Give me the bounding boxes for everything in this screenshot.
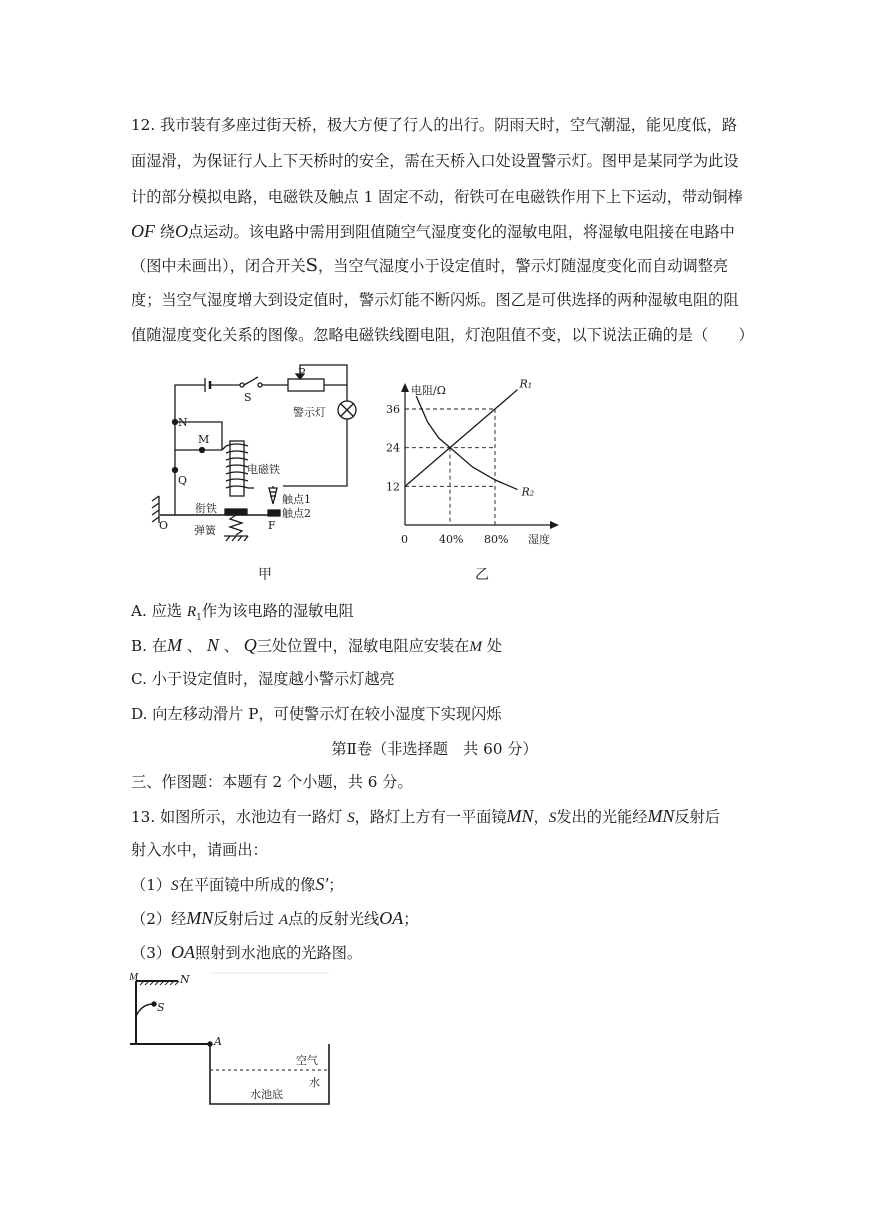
caption-yi: 乙 (475, 567, 489, 583)
caption-jia: 甲 (258, 567, 272, 583)
label-pool-bottom: 水池底 (250, 1088, 283, 1101)
label-contact1: 触点1 (282, 493, 311, 506)
label-N: N (178, 416, 188, 429)
label-Q: Q (178, 474, 188, 487)
series-label-1: R₁ (519, 378, 533, 391)
label-air: 空气 (296, 1054, 318, 1067)
label-M: M (198, 433, 210, 446)
y-tick-label: 12 (386, 480, 400, 494)
y-axis-label: 电阻/Ω (411, 384, 446, 397)
q13-line-1: 13. 如图所示，水池边有一路灯 S，路灯上方有一平面镜MN，S发出的光能经MN反射后 (131, 806, 720, 826)
x-tick-label: 0 (401, 533, 408, 546)
option-C: C. 小于设定值时，湿度越小警示灯越亮 (131, 670, 395, 688)
resistance-humidity-chart (380, 378, 570, 550)
label-S: S (157, 1001, 165, 1014)
q12-line-3: 计的部分模拟电路，电磁铁及触点 1 固定不动，衔铁可在电磁铁作用下上下运动，带动铜棒 (131, 188, 743, 206)
option-D: D. 向左移动滑片 P，可使警示灯在较小湿度下实现闪烁 (131, 705, 502, 723)
label-F: F (268, 519, 276, 532)
label-spring: 弹簧 (194, 524, 216, 537)
section3-title: 三、作图题：本题有 2 个小题，共 6 分。 (131, 773, 413, 791)
q12-line-7: 值随湿度变化关系的图像。忽略电磁铁线圈电阻，灯泡阻值不变，以下说法正确的是（ ） (131, 326, 754, 344)
y-tick-label: 36 (386, 403, 400, 416)
label-M: M (129, 971, 139, 983)
option-A: A. 应选 $R_1$作为该电路的湿敏电阻 (131, 602, 354, 624)
q12-line-4: OF 绕O点运动。该电路中需用到阻值随空气湿度变化的湿敏电阻，将湿敏电阻接在电路中 (131, 221, 735, 241)
label-N: N (180, 973, 190, 986)
q13-item-1: （1）S在平面镜中所成的像S′； (131, 874, 344, 894)
label-lamp: 警示灯 (293, 406, 326, 419)
x-axis-label: 湿度 (528, 533, 550, 546)
series-label-2: R₂ (521, 485, 535, 499)
label-S: S (244, 391, 252, 404)
q12-line-2: 面湿滑，为保证行人上下天桥时的安全，需在天桥入口处设置警示灯。图甲是某同学为此设 (131, 152, 739, 170)
q12-line-6: 度；当空气湿度增大到设定值时，警示灯能不断闪烁。图乙是可供选择的两种湿敏电阻的阻 (131, 291, 739, 309)
q13-item-2: （2）经MN反射后过 A点的反射光线OA； (131, 908, 419, 928)
q12-line-1: 12. 我市装有多座过街天桥，极大方便了行人的出行。阴雨天时，空气潮湿，能见度低，路 (131, 116, 738, 134)
x-tick-label: 80% (484, 533, 509, 546)
circuit-diagram-jia (150, 358, 360, 543)
label-water: 水 (309, 1076, 320, 1089)
label-electromagnet: 电磁铁 (247, 463, 280, 476)
q12-line-5: （图中未画出），闭合开关S，当空气湿度小于设定值时，警示灯随湿度变化而自动调整亮 (131, 255, 729, 276)
q13-line-2: 射入水中，请画出： (131, 841, 268, 859)
label-A: A (214, 1035, 222, 1048)
q13-item-3: （3）OA照射到水池底的光路图。 (131, 942, 363, 962)
pool-mirror-diagram (126, 968, 336, 1110)
y-tick-label: 24 (386, 441, 400, 455)
option-B: B. 在M 、 N 、 Q三处位置中，湿敏电阻应安装在M 处 (131, 635, 503, 655)
label-P: P (298, 366, 306, 379)
section2-title: 第Ⅱ卷（非选择题 共 60 分） (331, 740, 538, 758)
series-line-2 (416, 396, 517, 489)
x-tick-label: 40% (439, 533, 464, 546)
label-O: O (159, 519, 169, 532)
series-line-1 (405, 390, 518, 487)
label-armature: 衔铁 (195, 502, 217, 515)
label-contact2: 触点2 (282, 507, 311, 520)
